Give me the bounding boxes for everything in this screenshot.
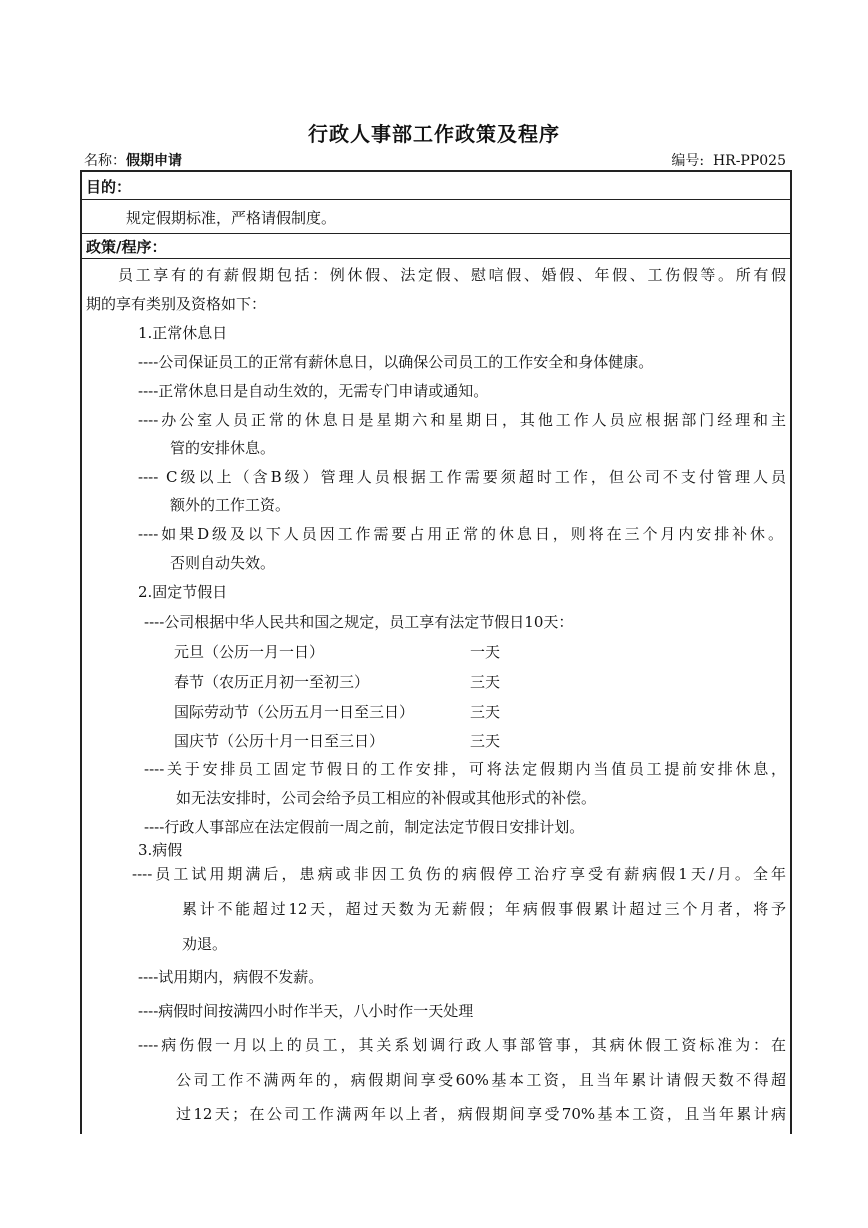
policy-item: ----病伤假一月以上的员工，其关系划调行政人事部管事，其病休假工资标准为：在	[138, 1036, 786, 1054]
holiday-days: 一天	[470, 643, 501, 661]
policy-label: 政策/程序：	[86, 238, 167, 256]
holiday-name: 国际劳动节（公历五月一日至三日）	[174, 703, 415, 721]
purpose-text: 规定假期标准，严格请假制度。	[126, 209, 337, 227]
policy-item: ----如果D级及以下人员因工作需要占用正常的休息日，则将在三个月内安排补休。	[138, 525, 783, 543]
document-name	[84, 150, 182, 170]
intro-line: 员工享有的有薪假期包括：例休假、法定假、慰唁假、婚假、年假、工伤假等。所有假	[118, 266, 786, 284]
code-label: 编号:	[671, 153, 705, 169]
holiday-name: 国庆节（公历十月一日至三日）	[174, 732, 385, 750]
policy-item-cont: 否则自动失效。	[170, 554, 276, 572]
section-title: 3.病假	[138, 841, 183, 859]
document-title: 行政人事部工作政策及程序	[308, 122, 560, 146]
holiday-name: 春节（农历正月初一至初三）	[174, 673, 370, 691]
section-title: 2.固定节假日	[138, 583, 228, 601]
policy-item-cont: 过12天；在公司工作满两年以上者，病假期间享受70%基本工资，且当年累计病	[176, 1105, 786, 1123]
policy-table	[80, 170, 792, 1134]
holiday-days: 三天	[470, 732, 501, 750]
policy-item-cont: 公司工作不满两年的，病假期间享受60%基本工资，且当年累计请假天数不得超	[176, 1071, 786, 1089]
policy-item-cont: 劝退。	[182, 935, 228, 953]
policy-item: ----关于安排员工固定节假日的工作安排，可将法定假期内当值员工提前安排休息，	[144, 760, 786, 778]
policy-item: ----行政人事部应在法定假前一周之前，制定法定节假日安排计划。	[144, 818, 585, 836]
holiday-days: 三天	[470, 703, 501, 721]
name-value: 假期申请	[126, 153, 182, 169]
policy-item: ----办公室人员正常的休息日是星期六和星期日，其他工作人员应根据部门经理和主	[138, 411, 786, 429]
policy-item: ----试用期内，病假不发薪。	[138, 968, 324, 986]
document-code	[671, 150, 786, 170]
policy-item-cont: 额外的工作工资。	[170, 496, 291, 514]
holiday-days: 三天	[470, 673, 501, 691]
divider	[82, 199, 790, 200]
section-title: 1.正常休息日	[138, 324, 228, 342]
policy-item: ----公司保证员工的正常有薪休息日，以确保公司员工的工作安全和身体健康。	[138, 353, 654, 371]
purpose-label: 目的：	[86, 178, 132, 196]
policy-item-cont: 累计不能超过12天，超过天数为无薪假；年病假事假累计超过三个月者，将予	[182, 900, 786, 918]
divider	[82, 258, 790, 259]
code-value: HR-PP025	[712, 153, 786, 169]
name-label: 名称：	[84, 153, 126, 169]
divider	[82, 233, 790, 234]
intro-line: 期的享有类别及资格如下：	[86, 295, 267, 313]
policy-item: ----正常休息日是自动生效的，无需专门申请或通知。	[138, 382, 489, 400]
policy-item: ---- C级以上（含B级）管理人员根据工作需要须超时工作，但公司不支付管理人员	[138, 468, 786, 486]
policy-item: ----公司根据中华人民共和国之规定，员工享有法定节假日10天：	[144, 613, 574, 631]
policy-item: ----病假时间按满四小时作半天，八小时作一天处理	[138, 1002, 474, 1020]
policy-item-cont: 管的安排休息。	[170, 439, 276, 457]
holiday-name: 元旦（公历一月一日）	[174, 643, 325, 661]
policy-item: ----员工试用期满后，患病或非因工负伤的病假停工治疗享受有薪病假1天/月。全年	[132, 865, 786, 883]
policy-item-cont: 如无法安排时，公司会给予员工相应的补假或其他形式的补偿。	[176, 789, 597, 807]
